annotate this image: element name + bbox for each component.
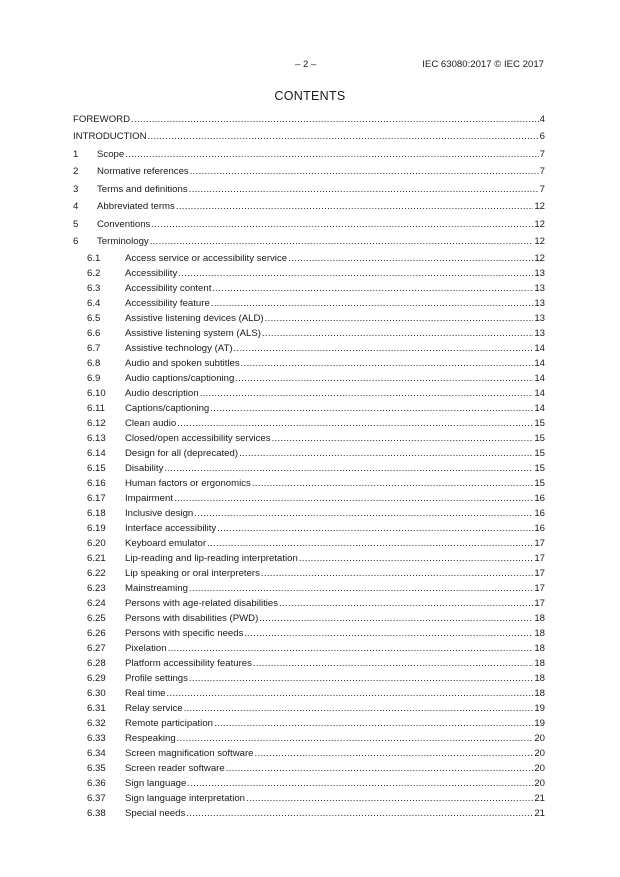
toc-entry-title: Design for all (deprecated) — [125, 447, 239, 459]
toc-dot-leader — [189, 671, 533, 686]
toc-entry-number: 6.3 — [87, 282, 101, 294]
toc-dot-leader — [262, 326, 533, 341]
toc-entry-page: 15 — [534, 432, 545, 444]
toc-entry-title: Keyboard emulator — [125, 537, 207, 549]
toc-dot-leader — [212, 281, 533, 296]
toc-entry-page: 13 — [534, 312, 545, 324]
toc-entry-number: 6.38 — [87, 807, 106, 819]
toc-entry-number: 6.8 — [87, 357, 101, 369]
toc-entry-number: 6.26 — [87, 627, 106, 639]
toc-dot-leader — [252, 476, 533, 491]
toc-entry-number: 6.22 — [87, 567, 106, 579]
toc-dot-leader — [272, 431, 534, 446]
toc-entry-number: 6.12 — [87, 417, 106, 429]
toc-entry-page: 17 — [534, 537, 545, 549]
toc-entry-page: 18 — [534, 687, 545, 699]
toc-entry[interactable] — [73, 491, 545, 506]
toc-dot-leader — [207, 536, 533, 551]
toc-entry-title: Assistive listening system (ALS) — [125, 327, 261, 339]
toc-dot-leader — [176, 198, 533, 215]
toc-dot-leader — [194, 506, 533, 521]
toc-entry-page: 18 — [534, 642, 545, 654]
table-of-contents — [73, 111, 545, 821]
toc-entry-page: 4 — [539, 114, 545, 125]
toc-dot-leader — [261, 566, 533, 581]
toc-entry[interactable] — [73, 146, 545, 163]
toc-dot-leader — [150, 233, 534, 250]
toc-dot-leader — [184, 701, 534, 716]
toc-entry-page: 14 — [534, 357, 545, 369]
toc-entry-title: Real time — [125, 687, 166, 699]
toc-dot-leader — [148, 128, 539, 145]
toc-entry-title: Human factors or ergonomics — [125, 477, 251, 489]
page-number: – 2 – — [295, 59, 317, 70]
toc-entry-number: 6.28 — [87, 657, 106, 669]
toc-entry[interactable] — [73, 198, 545, 215]
toc-entry[interactable] — [73, 311, 545, 326]
toc-dot-leader — [187, 776, 533, 791]
toc-entry-title: Sign language — [125, 777, 187, 789]
toc-dot-leader — [226, 761, 534, 776]
toc-entry[interactable] — [73, 776, 545, 791]
toc-entry-page: 13 — [534, 267, 545, 279]
toc-entry-title: Captions/captioning — [125, 402, 210, 414]
toc-dot-leader — [167, 686, 534, 701]
toc-entry-title: Access service or accessibility service — [125, 252, 288, 264]
toc-entry-title: Audio captions/captioning — [125, 372, 235, 384]
toc-entry-title: Normative references — [97, 166, 189, 178]
toc-entry[interactable] — [73, 446, 545, 461]
toc-entry[interactable] — [73, 216, 545, 233]
toc-entry-page: 12 — [534, 201, 545, 213]
toc-entry[interactable] — [73, 536, 545, 551]
toc-entry-title: Interface accessibility — [125, 522, 217, 534]
toc-entry-page: 7 — [539, 166, 545, 178]
toc-dot-leader — [246, 791, 533, 806]
toc-entry[interactable] — [73, 281, 545, 296]
toc-dot-leader — [214, 716, 533, 731]
toc-entry[interactable] — [73, 296, 545, 311]
toc-entry-title: Screen reader software — [125, 762, 225, 774]
toc-entry-page: 14 — [534, 387, 545, 399]
toc-dot-leader — [217, 521, 533, 536]
toc-entry[interactable] — [73, 791, 545, 806]
toc-entry[interactable] — [73, 326, 545, 341]
toc-entry[interactable] — [73, 671, 545, 686]
toc-entry-number: 6.31 — [87, 702, 106, 714]
toc-entry-number: 6.15 — [87, 462, 106, 474]
toc-entry-title: Impairment — [125, 492, 173, 504]
toc-dot-leader — [234, 341, 534, 356]
document-reference: IEC 63080:2017 © IEC 2017 — [422, 59, 544, 70]
toc-dot-leader — [131, 111, 539, 128]
toc-entry[interactable] — [73, 266, 545, 281]
toc-entry-title: Persons with specific needs — [125, 627, 244, 639]
toc-entry[interactable] — [73, 181, 545, 198]
toc-entry-title: Respeaking — [125, 732, 176, 744]
toc-entry-title: Accessibility — [125, 267, 178, 279]
toc-entry[interactable] — [73, 386, 545, 401]
toc-entry-title: Relay service — [125, 702, 183, 714]
toc-entry-title: Pixelation — [125, 642, 167, 654]
toc-entry-title: Abbreviated terms — [97, 201, 175, 213]
toc-entry-page: 14 — [534, 372, 545, 384]
toc-entry-number: 6 — [73, 236, 79, 248]
toc-entry-title: Audio and spoken subtitles — [125, 357, 240, 369]
toc-entry-title: Assistive technology (AT) — [125, 342, 233, 354]
toc-entry-title: Persons with age-related disabilities — [125, 597, 279, 609]
toc-entry-page: 20 — [534, 777, 545, 789]
toc-dot-leader — [239, 446, 533, 461]
toc-entry[interactable] — [73, 371, 545, 386]
toc-dot-leader — [186, 806, 533, 821]
toc-dot-leader — [177, 731, 534, 746]
toc-entry[interactable] — [73, 686, 545, 701]
toc-entry-title: Disability — [125, 462, 164, 474]
toc-entry[interactable] — [73, 566, 545, 581]
toc-entry-page: 16 — [534, 492, 545, 504]
toc-entry-number: 6.16 — [87, 477, 106, 489]
toc-entry-number: 6.10 — [87, 387, 106, 399]
toc-entry-page: 19 — [534, 702, 545, 714]
toc-dot-leader — [189, 181, 539, 198]
toc-entry[interactable] — [73, 761, 545, 776]
toc-entry-page: 14 — [534, 342, 545, 354]
toc-entry[interactable] — [73, 806, 545, 821]
toc-entry-number: 6.6 — [87, 327, 101, 339]
toc-entry-title: Lip speaking or oral interpreters — [125, 567, 260, 579]
toc-entry[interactable] — [73, 233, 545, 250]
toc-entry-title: Remote participation — [125, 717, 213, 729]
toc-entry-number: 6.14 — [87, 447, 106, 459]
toc-entry-title: Terms and definitions — [97, 183, 188, 195]
toc-entry-number: 6.20 — [87, 537, 106, 549]
toc-entry-number: 6.11 — [87, 402, 105, 414]
toc-entry-page: 13 — [534, 327, 545, 339]
toc-entry-number: 6.29 — [87, 672, 106, 684]
toc-dot-leader — [253, 656, 533, 671]
toc-entry-page: 15 — [534, 462, 545, 474]
toc-entry-page: 21 — [534, 792, 545, 804]
toc-entry-number: 6.35 — [87, 762, 106, 774]
toc-entry-title: Lip-reading and lip-reading interpretation — [125, 552, 298, 564]
toc-entry-title: Scope — [97, 148, 125, 160]
toc-entry-number: 2 — [73, 166, 79, 178]
toc-entry-number: 6.25 — [87, 612, 106, 624]
toc-entry-title: Mainstreaming — [125, 582, 188, 594]
toc-entry-number: 6.2 — [87, 267, 101, 279]
toc-dot-leader — [151, 216, 533, 233]
contents-title: CONTENTS — [274, 89, 346, 103]
toc-entry[interactable] — [73, 476, 545, 491]
toc-dot-leader — [189, 581, 533, 596]
toc-entry-number: 6.34 — [87, 747, 106, 759]
toc-dot-leader — [190, 163, 539, 180]
toc-entry-number: 6.23 — [87, 582, 106, 594]
toc-entry-title: Accessibility feature — [125, 297, 210, 309]
toc-entry-number: 6.19 — [87, 522, 106, 534]
toc-entry-title: Clean audio — [125, 417, 177, 429]
toc-entry[interactable] — [73, 746, 545, 761]
toc-entry-page: 6 — [539, 131, 545, 143]
toc-entry[interactable] — [73, 731, 545, 746]
toc-entry-number: 6.30 — [87, 687, 106, 699]
toc-entry-number: 6.24 — [87, 597, 106, 609]
toc-entry-title: Platform accessibility features — [125, 657, 252, 669]
toc-dot-leader — [259, 611, 533, 626]
toc-entry-page: 18 — [534, 657, 545, 669]
toc-entry[interactable] — [73, 111, 545, 128]
toc-entry-title: Profile settings — [125, 672, 188, 684]
toc-entry[interactable] — [73, 716, 545, 731]
toc-entry-number: 5 — [73, 218, 79, 230]
toc-entry-page: 20 — [534, 732, 545, 744]
toc-entry-number: 4 — [73, 201, 79, 213]
toc-entry-title: Closed/open accessibility services — [125, 432, 271, 444]
toc-entry-page: 16 — [534, 507, 545, 519]
toc-entry-title: Persons with disabilities (PWD) — [125, 612, 259, 624]
toc-entry-title: Inclusive design — [125, 507, 194, 519]
toc-entry-number: 6.5 — [87, 312, 101, 324]
page-header — [0, 59, 620, 73]
toc-entry[interactable] — [73, 163, 545, 180]
toc-entry-page: 12 — [534, 236, 545, 248]
toc-entry-page: 17 — [534, 582, 545, 594]
toc-entry-page: 20 — [534, 762, 545, 774]
toc-entry-page: 15 — [534, 417, 545, 429]
toc-entry-page: 15 — [534, 477, 545, 489]
toc-entry[interactable] — [73, 506, 545, 521]
toc-entry-number: 6.7 — [87, 342, 101, 354]
toc-entry-page: 13 — [534, 282, 545, 294]
toc-dot-leader — [299, 551, 534, 566]
toc-entry-number: 6.33 — [87, 732, 106, 744]
toc-dot-leader — [178, 266, 533, 281]
toc-entry-title: Sign language interpretation — [125, 792, 246, 804]
toc-entry[interactable] — [73, 581, 545, 596]
toc-entry[interactable] — [73, 701, 545, 716]
toc-dot-leader — [164, 461, 533, 476]
toc-entry[interactable] — [73, 251, 545, 266]
toc-entry-title: Conventions — [97, 218, 151, 230]
toc-entry[interactable] — [73, 416, 545, 431]
toc-entry-title: Accessibility content — [125, 282, 212, 294]
toc-entry-page: 7 — [539, 183, 545, 195]
toc-dot-leader — [210, 401, 533, 416]
toc-entry-number: 6.9 — [87, 372, 101, 384]
toc-entry[interactable] — [73, 356, 545, 371]
toc-entry-page: 12 — [534, 218, 545, 230]
toc-dot-leader — [279, 596, 533, 611]
toc-entry-page: 14 — [534, 402, 545, 414]
toc-entry-title: Audio description — [125, 387, 199, 399]
toc-entry-number: 1 — [73, 148, 79, 160]
toc-entry[interactable] — [73, 551, 545, 566]
toc-dot-leader — [168, 641, 534, 656]
toc-dot-leader — [200, 386, 534, 401]
toc-entry-number: 6.36 — [87, 777, 106, 789]
toc-dot-leader — [244, 626, 533, 641]
toc-entry[interactable] — [73, 128, 545, 145]
toc-entry-number: 3 — [73, 183, 79, 195]
toc-entry-title: Screen magnification software — [125, 747, 254, 759]
toc-dot-leader — [255, 746, 534, 761]
toc-entry-page: 12 — [534, 252, 545, 264]
toc-entry[interactable] — [73, 656, 545, 671]
toc-entry-title: Assistive listening devices (ALD) — [125, 312, 264, 324]
toc-entry-page: 17 — [534, 597, 545, 609]
toc-entry[interactable] — [73, 596, 545, 611]
toc-entry[interactable] — [73, 341, 545, 356]
toc-entry-page: 17 — [534, 567, 545, 579]
toc-dot-leader — [177, 416, 533, 431]
toc-dot-leader — [241, 356, 534, 371]
toc-entry-number: 6.13 — [87, 432, 106, 444]
toc-entry-number: 6.27 — [87, 642, 106, 654]
toc-entry[interactable] — [73, 611, 545, 626]
toc-dot-leader — [174, 491, 533, 506]
toc-entry-number: 6.1 — [87, 252, 101, 264]
toc-entry-title: FOREWORD — [73, 114, 131, 125]
toc-dot-leader — [265, 311, 534, 326]
toc-entry-number: 6.18 — [87, 507, 106, 519]
toc-entry-page: 18 — [534, 672, 545, 684]
toc-entry-page: 15 — [534, 447, 545, 459]
toc-entry-number: 6.21 — [87, 552, 106, 564]
toc-entry-page: 19 — [534, 717, 545, 729]
toc-entry-page: 20 — [534, 747, 545, 759]
toc-entry[interactable] — [73, 401, 545, 416]
toc-entry[interactable] — [73, 431, 545, 446]
toc-entry-number: 6.37 — [87, 792, 106, 804]
toc-entry-number: 6.4 — [87, 297, 101, 309]
toc-entry-page: 17 — [534, 552, 545, 564]
toc-dot-leader — [211, 296, 534, 311]
toc-dot-leader — [125, 146, 538, 163]
toc-entry-page: 18 — [534, 627, 545, 639]
toc-entry-number: 6.32 — [87, 717, 106, 729]
toc-entry-page: 7 — [539, 148, 545, 160]
toc-entry[interactable] — [73, 626, 545, 641]
toc-entry[interactable] — [73, 461, 545, 476]
toc-entry-title: Terminology — [97, 236, 149, 248]
toc-entry-title: Special needs — [125, 807, 186, 819]
toc-dot-leader — [235, 371, 533, 386]
toc-entry[interactable] — [73, 641, 545, 656]
toc-entry-page: 21 — [534, 807, 545, 819]
toc-dot-leader — [288, 251, 533, 266]
toc-entry-page: 18 — [534, 612, 545, 624]
toc-entry[interactable] — [73, 521, 545, 536]
toc-entry-number: 6.17 — [87, 492, 106, 504]
toc-entry-page: 16 — [534, 522, 545, 534]
toc-entry-title: INTRODUCTION — [73, 131, 147, 143]
toc-entry-page: 13 — [534, 297, 545, 309]
